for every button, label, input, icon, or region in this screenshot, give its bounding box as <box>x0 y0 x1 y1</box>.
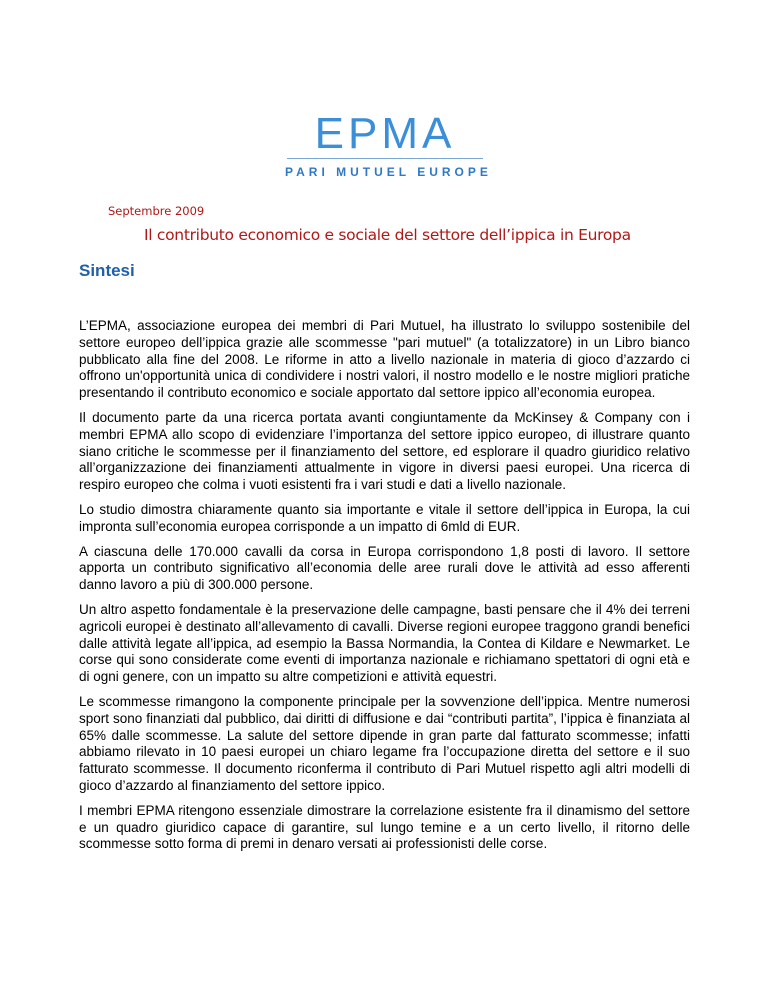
logo-subtitle: PARI MUTUEL EUROPE <box>285 165 492 179</box>
body-text <box>79 318 690 861</box>
document-title: Il contributo economico e sociale del settore dell’ippica in Europa <box>144 226 631 244</box>
logo-divider <box>287 158 483 159</box>
paragraph: L’EPMA, associazione europea dei membri di Pari Mutuel, ha illustrato lo sviluppo sostenibile del settore europeo dell’ippica grazie alle scommesse "pari mutuel" (a totalizzatore) in un Libro bianco pubblicato alla fine del 2008. Le riforme in atto a livello nazionale in materia di gioco d’azzardo ci offrono un'opportunità unica di condividere i nostri valori, il nostro modello e le nostre migliori pratiche presentando il contributo economico e sociale apportato dal settore ippico all’economia europea. <box>79 318 690 401</box>
paragraph: Il documento parte da una ricerca portata avanti congiuntamente da McKinsey & Company con i membri EPMA allo scopo di evidenziare l’importanza del settore ippico europeo, di illustrare quanto siano critiche le scommesse per il finanziamento del settore, ed esplorare il quadro giuridico relativo all’organizzazione dei finanziamenti attualmente in vigore in diversi paesi europei. Una ricerca di respiro europeo che colma i vuoti esistenti fra i vari studi e dati a livello nazionale. <box>79 409 690 493</box>
paragraph: Lo studio dimostra chiaramente quanto sia importante e vitale il settore dell’ippica in Europa, la cui impronta sull’economia europea corrisponde a un impatto di 6mld di EUR. <box>79 501 690 534</box>
epma-logo <box>285 109 492 179</box>
logo-name: EPMA <box>314 109 456 158</box>
paragraph: Le scommesse rimangono la componente principale per la sovvenzione dell’ippica. Mentre numerosi sport sono finanziati dal pubblico, dai diritti di diffusione e dai “contributi partita”, l’ippica è finanziata al 65% dalle scommesse. La salute del settore dipende in gran parte dal fatturato scommesse; infatti abbiamo rilevato in 10 paesi europei un chiaro legame fra l’occupazione diretta del settore e il suo fatturato scommesse. Il documento riconferma il contributo di Pari Mutuel rispetto agli altri modelli di gioco d’azzardo al finanziamento del settore ippico. <box>79 693 690 793</box>
document-date: Septembre 2009 <box>108 204 205 218</box>
paragraph: A ciascuna delle 170.000 cavalli da corsa in Europa corrispondono 1,8 posti di lavoro. Il settore apporta un contributo significativo all’economia delle aree rurali dove le attività ad esso afferenti danno lavoro a più di 300.000 persone. <box>79 543 690 593</box>
section-heading: Sintesi <box>79 261 135 280</box>
paragraph: Un altro aspetto fondamentale è la preservazione delle campagne, basti pensare che il 4% dei terreni agricoli europei è destinato all’allevamento di cavalli. Diverse regioni europee traggono grandi benefici dalle attività legate all’ippica, ad esempio la Bassa Normandia, la Contea di Kildare e Newmarket. Le corse qui sono considerate come eventi di importanza nazionale e richiamano spettatori di ogni età e di ogni genere, con un impatto su altre competizioni e attività equestri. <box>79 601 690 685</box>
paragraph: I membri EPMA ritengono essenziale dimostrare la correlazione esistente fra il dinamismo del settore e un quadro giuridico capace di garantire, sul lungo temine e a un certo livello, il ritorno delle scommesse sotto forma di premi in denaro versati ai professionisti delle corse. <box>79 802 690 852</box>
